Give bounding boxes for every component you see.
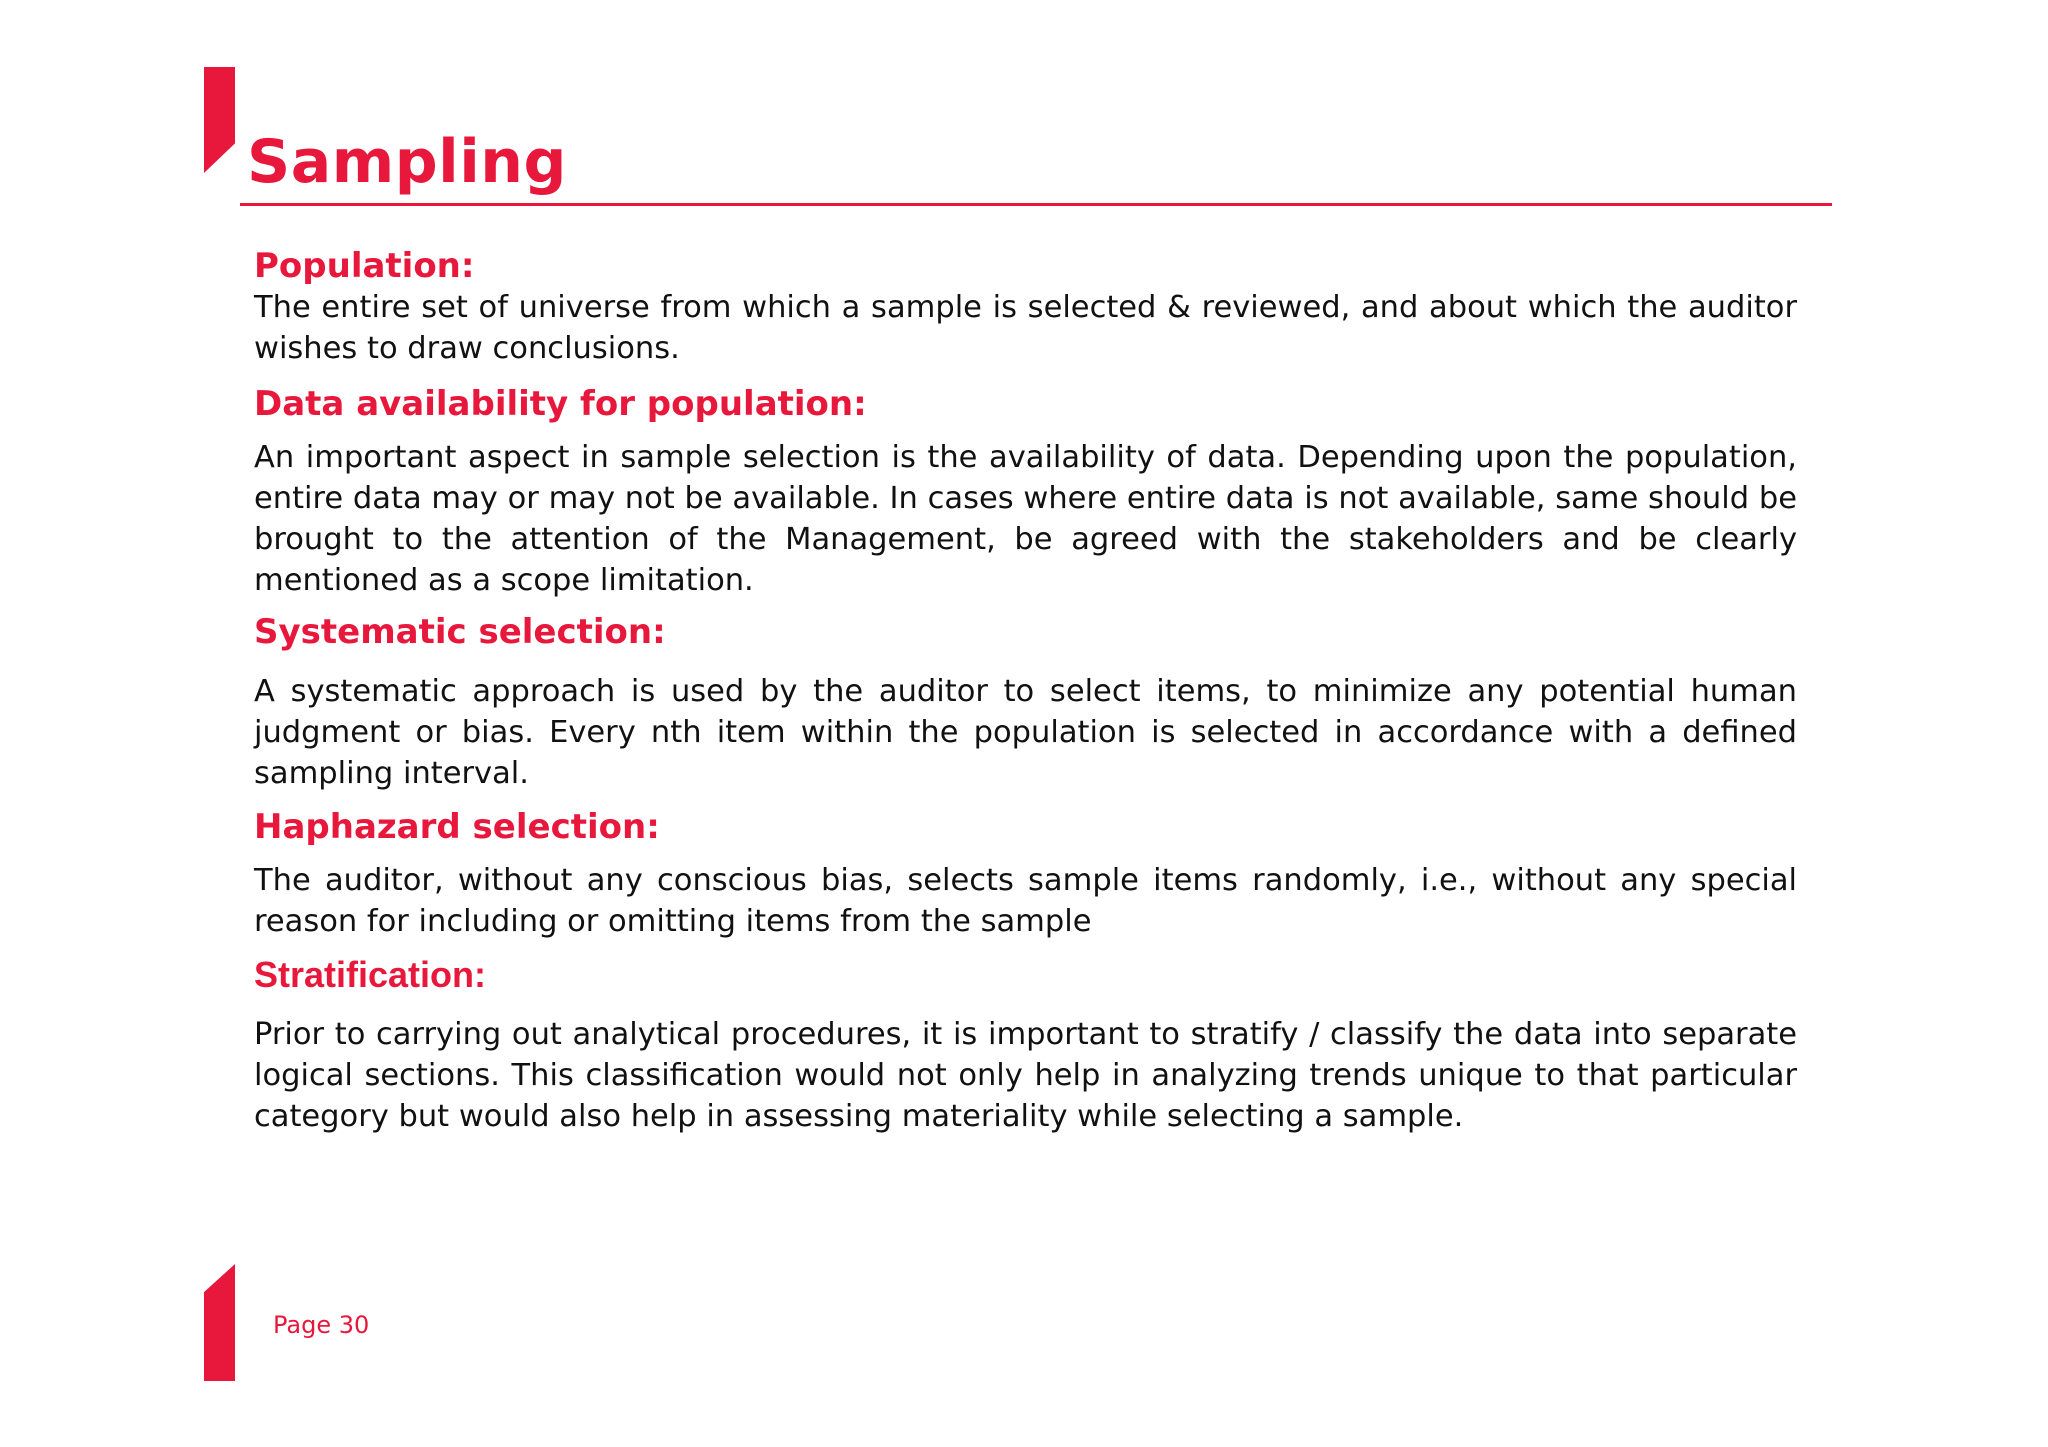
bottom-accent-bar bbox=[204, 1264, 235, 1381]
section-body-population: The entire set of universe from which a sample is selected & reviewed, and about which the auditor wishes to draw conclusions. bbox=[254, 290, 1797, 366]
content-area bbox=[254, 245, 1797, 1137]
section-body-haphazard-selection: The auditor, without any conscious bias, selects sample items randomly, i.e., without any special reason for including or omitting items from the sample bbox=[254, 863, 1797, 939]
section-heading-stratification: Stratification: bbox=[254, 954, 487, 995]
page-number: Page 30 bbox=[273, 1311, 370, 1339]
section-data-availability bbox=[254, 383, 1797, 601]
section-heading-data-availability: Data availability for population: bbox=[254, 384, 867, 424]
section-heading-population: Population: bbox=[254, 246, 475, 286]
section-body-stratification: Prior to carrying out analytical procedures, it is important to stratify / classify the data into separate logical sections. This classification would not only help in analyzing trends unique to that particular category but would also help in assessing materiality while selecting a sample. bbox=[254, 1017, 1797, 1134]
section-stratification bbox=[254, 954, 1797, 1137]
top-accent-bar bbox=[204, 67, 235, 173]
section-haphazard-selection bbox=[254, 806, 1797, 942]
section-heading-systematic-selection: Systematic selection: bbox=[254, 612, 666, 652]
section-body-data-availability: An important aspect in sample selection is the availability of data. Depending upon the population, entire data may or may not be available. In cases where entire data is not available, same should be brought to the attention of the Management, be agreed with the stakeholders and be clearly mentioned as a scope limitation. bbox=[254, 440, 1797, 598]
section-heading-haphazard-selection: Haphazard selection: bbox=[254, 807, 660, 847]
page-title: Sampling bbox=[247, 127, 567, 197]
section-population bbox=[254, 245, 1797, 369]
section-body-systematic-selection: A systematic approach is used by the auditor to select items, to minimize any potential human judgment or bias. Every nth item within the population is selected in accordance with a defined sampling interval. bbox=[254, 674, 1797, 791]
title-underline bbox=[240, 203, 1832, 206]
section-systematic-selection bbox=[254, 611, 1797, 794]
